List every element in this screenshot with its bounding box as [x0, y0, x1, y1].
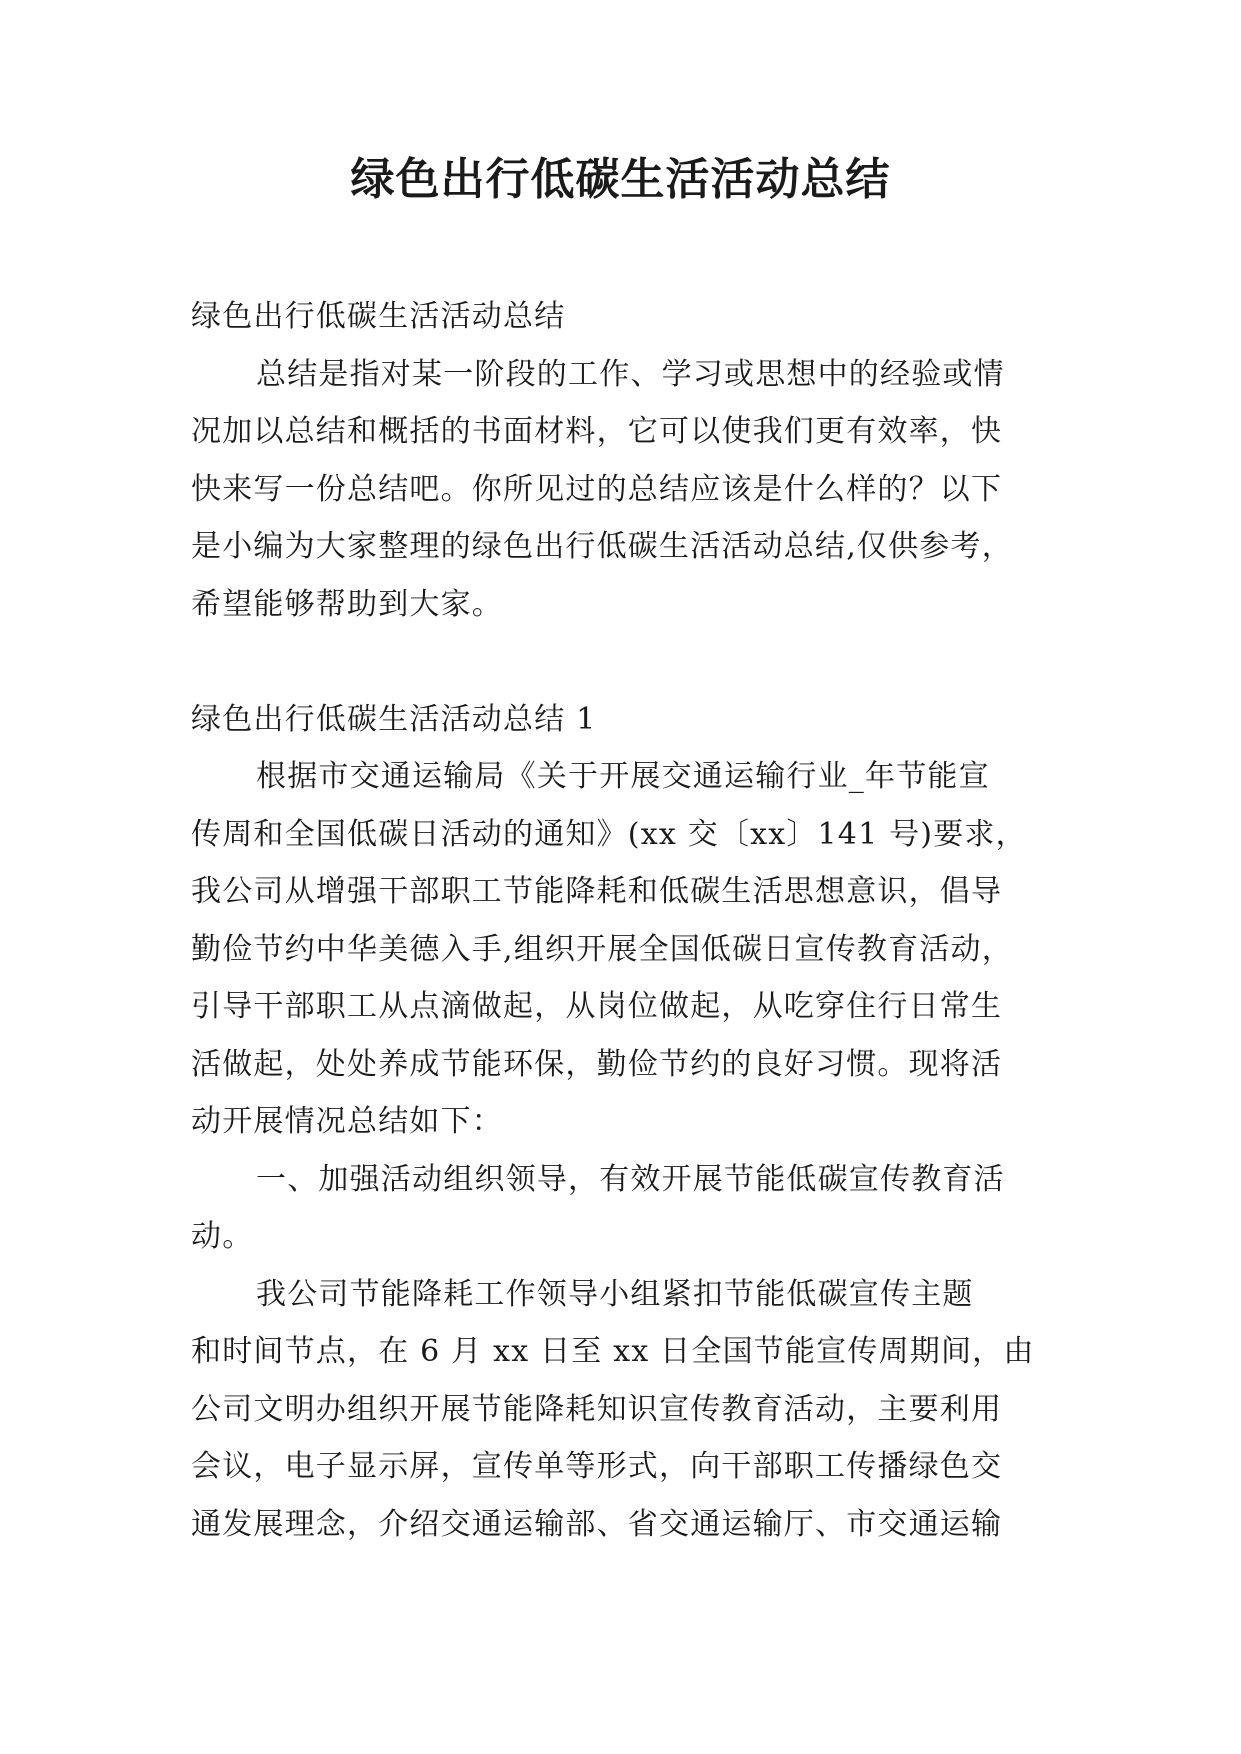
intro-line: 是小编为大家整理的绿色出行低碳生活活动总结,仅供参考， [191, 529, 1013, 564]
paragraph-line: 我公司从增强干部职工节能降耗和低碳生活思想意识，倡导 [191, 874, 1003, 909]
paragraph-line: 引导干部职工从点滴做起，从岗位做起，从吃穿住行日常生 [191, 989, 1003, 1024]
intro-line: 总结是指对某一阶段的工作、学习或思想中的经验或情 [256, 356, 1005, 392]
paragraph-line: 我公司节能降耗工作领导小组紧扣节能低碳宣传主题 [256, 1276, 974, 1312]
document-body [191, 288, 1051, 1553]
paragraph-line: 会议，电子显示屏，宣传单等形式，向干部职工传播绿色交 [191, 1449, 1003, 1484]
paragraph-line: 传周和全国低碳日活动的通知》(xx 交〔xx〕141 号)要求， [191, 816, 1027, 852]
intro-line: 希望能够帮助到大家。 [191, 586, 503, 622]
paragraph-line: 动。 [191, 1219, 254, 1254]
document-title: 绿色出行低碳生活活动总结 [350, 154, 891, 205]
section-heading: 绿色出行低碳生活活动总结 1 [191, 701, 597, 737]
section-heading: 绿色出行低碳生活活动总结 [191, 299, 566, 334]
intro-line: 快来写一份总结吧。你所见过的总结应该是什么样的？以下 [191, 471, 1003, 507]
paragraph-line: 一、加强活动组织领导，有效开展节能低碳宣传教育活 [256, 1161, 1005, 1197]
paragraph-line: 和时间节点，在 6 月 xx 日至 xx 日全国节能宣传周期间，由 [191, 1334, 1035, 1369]
paragraph-line: 公司文明办组织开展节能降耗知识宣传教育活动，主要利用 [191, 1391, 1003, 1427]
paragraph-line: 通发展理念，介绍交通运输部、省交通运输厅、市交通运输 [191, 1506, 1003, 1542]
paragraph-line: 活做起，处处养成节能环保，勤俭节约的良好习惯。现将活 [191, 1046, 1003, 1082]
paragraph-line: 动开展情况总结如下： [191, 1104, 503, 1139]
paragraph-line: 根据市交通运输局《关于开展交通运输行业_年节能宣 [256, 759, 990, 794]
paragraph-line: 勤俭节约中华美德入手,组织开展全国低碳日宣传教育活动， [191, 931, 1013, 967]
intro-line: 况加以总结和概括的书面材料，它可以使我们更有效率，快 [191, 414, 1003, 449]
blank-line [191, 633, 1051, 691]
